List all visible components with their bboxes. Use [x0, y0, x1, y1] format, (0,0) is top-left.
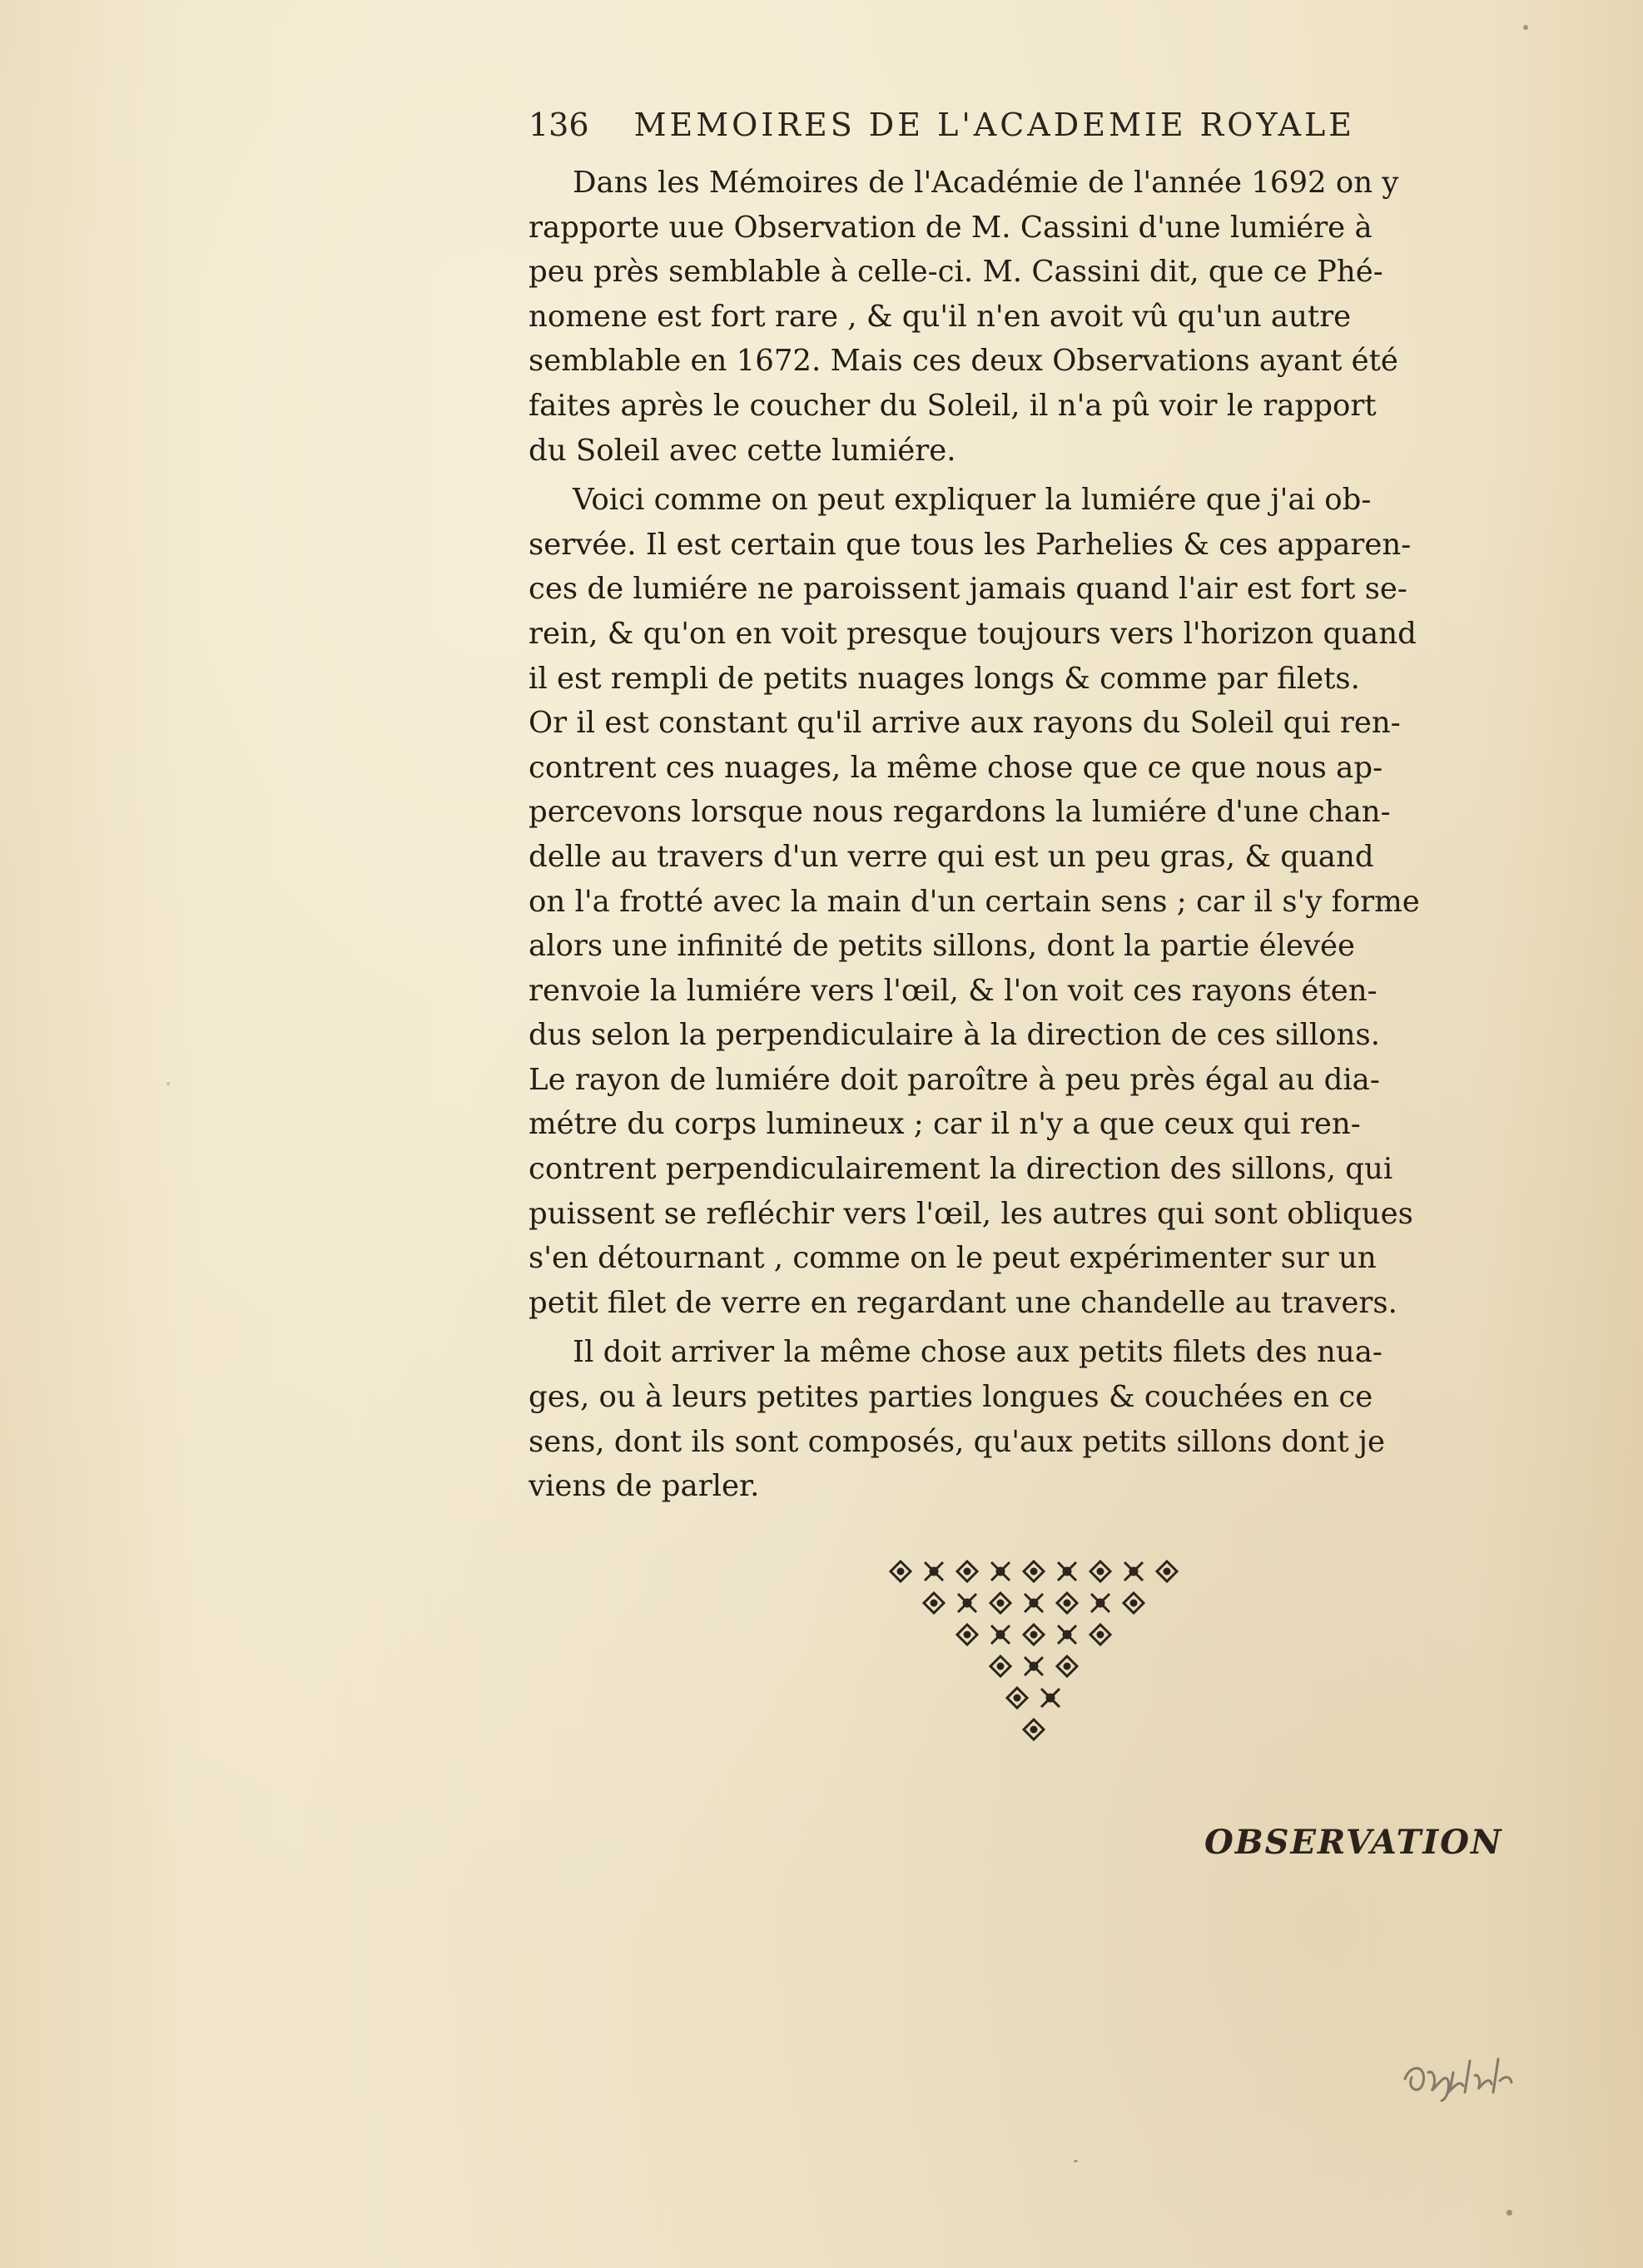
text-line: il est rempli de petits nuages longs & comme par filets.: [529, 661, 1360, 696]
text-line: rein, & qu'on en voit presque toujours vers l'horizon quand: [529, 616, 1417, 651]
fleuron-motif: [1124, 1562, 1143, 1581]
fleuron-motif: [1007, 1688, 1027, 1708]
text-line: ces de lumiére ne paroissent jamais quand l'air est fort se-: [529, 572, 1407, 607]
text-line: percevons lorsque nous regardons la lumiére d'une chan-: [529, 795, 1391, 830]
fleuron-motif: [1090, 1561, 1110, 1581]
text-line: alors une infinité de petits sillons, dont la partie élevée: [529, 929, 1356, 964]
fleuron-motif: [1057, 1656, 1077, 1676]
body-text: [529, 161, 1523, 1514]
fleuron-motif: [925, 1562, 943, 1581]
text-line: viens de parler.: [529, 1469, 760, 1504]
handwritten-signature-icon: [1398, 2047, 1540, 2106]
fleuron-motif: [957, 1561, 977, 1581]
fleuron-motif: [990, 1656, 1010, 1676]
text-line: Dans les Mémoires de l'Académie de l'année 1692 on y: [573, 166, 1399, 200]
text-line: métre du corps lumineux ; car il n'y a que ceux qui ren-: [529, 1107, 1361, 1142]
fleuron-motif: [1024, 1561, 1044, 1581]
text-line: peu près semblable à celle-ci. M. Cassini dit, que ce Phé-: [529, 255, 1383, 290]
fleuron-motif: [1124, 1593, 1144, 1613]
fleuron-motif: [1024, 1625, 1044, 1645]
text-line: dus selon la perpendiculaire à la direction de ces sillons.: [529, 1018, 1381, 1053]
text-line: du Soleil avec cette lumiére.: [529, 433, 956, 468]
text-line: contrent ces nuages, la même chose que ce que nous ap-: [529, 750, 1383, 785]
text-line: Voici comme on peut expliquer la lumiére que j'ai ob-: [573, 483, 1372, 518]
page-number: 136: [529, 107, 589, 143]
text-line: Il doit arriver la même chose aux petits filets des nua-: [573, 1335, 1382, 1370]
fleuron-motif: [924, 1593, 944, 1613]
text-line: Le rayon de lumiére doit paroître à peu près égal au dia-: [529, 1062, 1380, 1097]
text-line: ges, ou à leurs petites parties longues & couchées en ce: [529, 1380, 1373, 1415]
text-line: sens, dont ils sont composés, qu'aux petits sillons dont je: [529, 1424, 1385, 1459]
fleuron-motif: [957, 1625, 977, 1645]
fleuron-motif: [1157, 1561, 1177, 1581]
text-line: petit filet de verre en regardant une chandelle au travers.: [529, 1285, 1397, 1320]
catchword: OBSERVATION: [1204, 1823, 1503, 1862]
paragraph-2: [529, 478, 1523, 1325]
text-line: contrent perpendiculairement la direction des sillons, qui: [529, 1152, 1393, 1187]
fleuron-motif: [1091, 1594, 1109, 1612]
fleuron-motif: [1025, 1657, 1043, 1675]
fleuron-triangle-icon: [880, 1555, 1188, 1754]
fleuron-motif: [958, 1594, 976, 1612]
text-line: delle au travers d'un verre qui est un peu gras, & quand: [529, 839, 1374, 874]
text-line: semblable en 1672. Mais ces deux Observations ayant été: [529, 344, 1398, 379]
text-line: Or il est constant qu'il arrive aux rayons du Soleil qui ren-: [529, 706, 1401, 741]
text-line: rapporte uue Observation de M. Cassini d'une lumiére à: [529, 210, 1372, 245]
running-head-title: MEMOIRES DE L'ACADEMIE ROYALE: [633, 107, 1355, 143]
text-line: nomene est fort rare , & qu'il n'en avoit vû qu'un autre: [529, 299, 1352, 334]
fleuron-motif: [891, 1561, 911, 1581]
fleuron-motif: [1057, 1593, 1077, 1613]
fleuron-motif: [990, 1593, 1010, 1613]
text-line: renvoie la lumiére vers l'œil, & l'on voit ces rayons éten-: [529, 973, 1377, 1008]
text-line: servée. Il est certain que tous les Parhelies & ces apparen-: [529, 527, 1412, 562]
text-line: s'en détournant , comme on le peut expérimenter sur un: [529, 1241, 1377, 1276]
fleuron-motif: [1058, 1625, 1076, 1644]
fleuron-motif: [1041, 1689, 1060, 1707]
fleuron-motif: [1058, 1562, 1076, 1581]
fleuron-motif: [1024, 1720, 1044, 1739]
text-line: faites après le coucher du Soleil, il n'a pû voir le rapport: [529, 388, 1377, 423]
text-line: on l'a frotté avec la main d'un certain sens ; car il s'y forme: [529, 884, 1420, 919]
fleuron-motif: [1025, 1594, 1043, 1612]
text-line: puissent se refléchir vers l'œil, les autres qui sont obliques: [529, 1196, 1413, 1231]
paragraph-1: [529, 161, 1523, 473]
running-head: [529, 107, 1411, 156]
fleuron-motif: [991, 1625, 1010, 1644]
fleuron-motif: [991, 1562, 1010, 1581]
paragraph-3: [529, 1330, 1523, 1508]
fleuron-motif: [1090, 1625, 1110, 1645]
